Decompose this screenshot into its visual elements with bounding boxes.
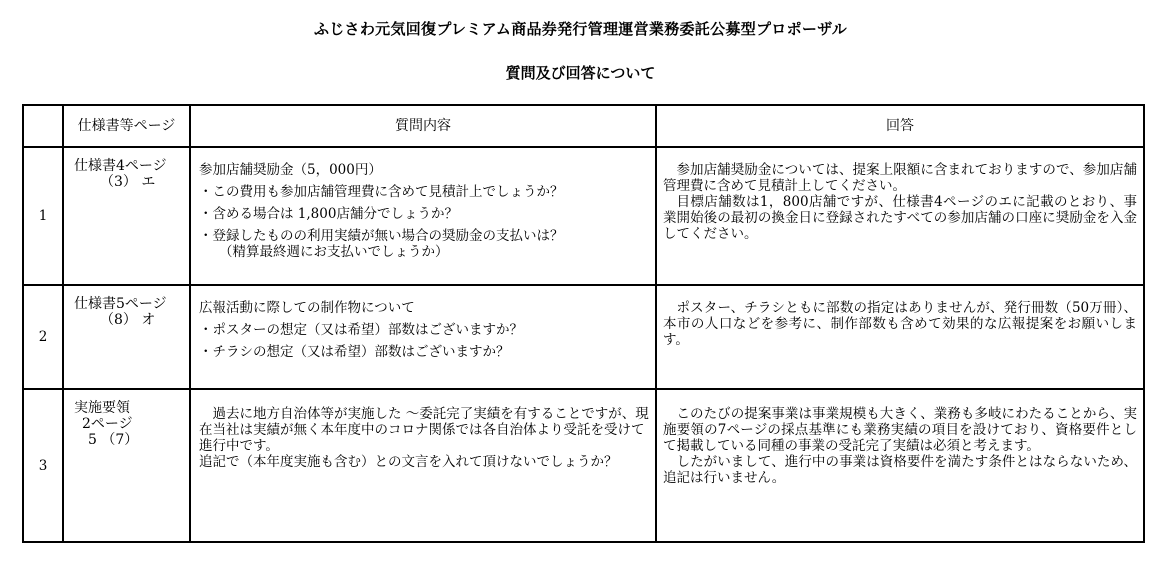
page-reference-line: （8） オ (100, 312, 156, 328)
page-reference-line: 仕様書4ページ (74, 158, 167, 174)
question-line: ・含める場合は 1,800店舗分でしょうか？ (199, 206, 458, 222)
header-answer: 回答 (656, 105, 1144, 147)
table-row (23, 285, 1144, 389)
answer-cell (656, 147, 1144, 285)
question-cell (190, 389, 656, 542)
header-question: 質問内容 (190, 105, 656, 147)
page-reference-line: 実施要領 (74, 400, 130, 416)
row-number: 3 (23, 389, 63, 542)
page-reference-cell (63, 285, 190, 389)
page-reference-cell (63, 147, 190, 285)
answer-cell (656, 389, 1144, 542)
question-line: ・チラシの想定（又は希望）部数はございますか？ (199, 344, 510, 360)
answer-paragraph: 目標店舗数は1，800店舗ですが、仕様書4ページのエに記載のとおり、事業開始後の最初の換金日に登録されたすべての参加店舗の口座に奨励金を入金してください。 (663, 194, 1137, 242)
page-reference-line: 仕様書5ページ (74, 296, 167, 312)
answer-cell (656, 285, 1144, 389)
question-line: ・登録したものの利用実績が無い場合の奨励金の支払いは？ (199, 228, 564, 244)
answer-paragraph: 参加店舗奨励金については、提案上限額に含まれておりますので、参加店舗管理費に含めて見積計上してください。 (663, 162, 1137, 194)
header-page: 仕様書等ページ (63, 105, 190, 147)
answer-paragraph: ポスター、チラシともに部数の指定はありませんが、発行冊数（50万冊）、本市の人口などを参考に、制作部数も含めて効果的な広報提案をお願いします。 (663, 300, 1137, 348)
header-no (23, 105, 63, 147)
page-reference-line: 2ページ (82, 416, 133, 432)
question-line: 参加店舗奨励金（5，000円） (199, 162, 382, 178)
question-paragraph: 過去に地方自治体等が実施した ～委託完了実績を有することですが、現在当社は実績が無く本年度中のコロナ関係では各自治体より受託を受けて進行中です。 (199, 406, 649, 454)
qa-table (22, 104, 1145, 543)
question-line: （精算最終週にお支払いでしょうか） (219, 244, 449, 260)
question-line: ・この費用も参加店舗管理費に含めて見積計上でしょうか？ (199, 184, 564, 200)
row-number: 2 (23, 285, 63, 389)
question-line: 広報活動に際しての制作物について (199, 300, 415, 316)
table-row (23, 389, 1144, 542)
page-reference-line: （3） エ (100, 174, 156, 190)
question-cell (190, 147, 656, 285)
page-reference-cell (63, 389, 190, 542)
answer-paragraph: したがいまして、進行中の事業は資格要件を満たす条件とはならないため、追記は行いません。 (663, 454, 1137, 486)
question-paragraph: 追記で（本年度実施も含む）との文言を入れて頂けないでしょうか？ (199, 454, 618, 470)
table-row (23, 147, 1144, 285)
document-subtitle: 質問及び回答について (505, 64, 656, 82)
table-header-row (23, 105, 1144, 147)
document-title: ふじさわ元気回復プレミアム商品券発行管理運営業務委託公募型プロポーザル (313, 20, 848, 38)
question-cell (190, 285, 656, 389)
row-number: 1 (23, 147, 63, 285)
page-reference-line: 5 （7） (88, 432, 139, 448)
answer-paragraph: このたびの提案事業は事業規模も大きく、業務も多岐にわたることから、実施要領の7ページの採点基準にも業務実績の項目を設けており、資格要件として掲載している同種の事業の受託完了実績は必須と考えます。 (663, 406, 1137, 454)
question-line: ・ポスターの想定（又は希望）部数はございますか？ (199, 322, 523, 338)
